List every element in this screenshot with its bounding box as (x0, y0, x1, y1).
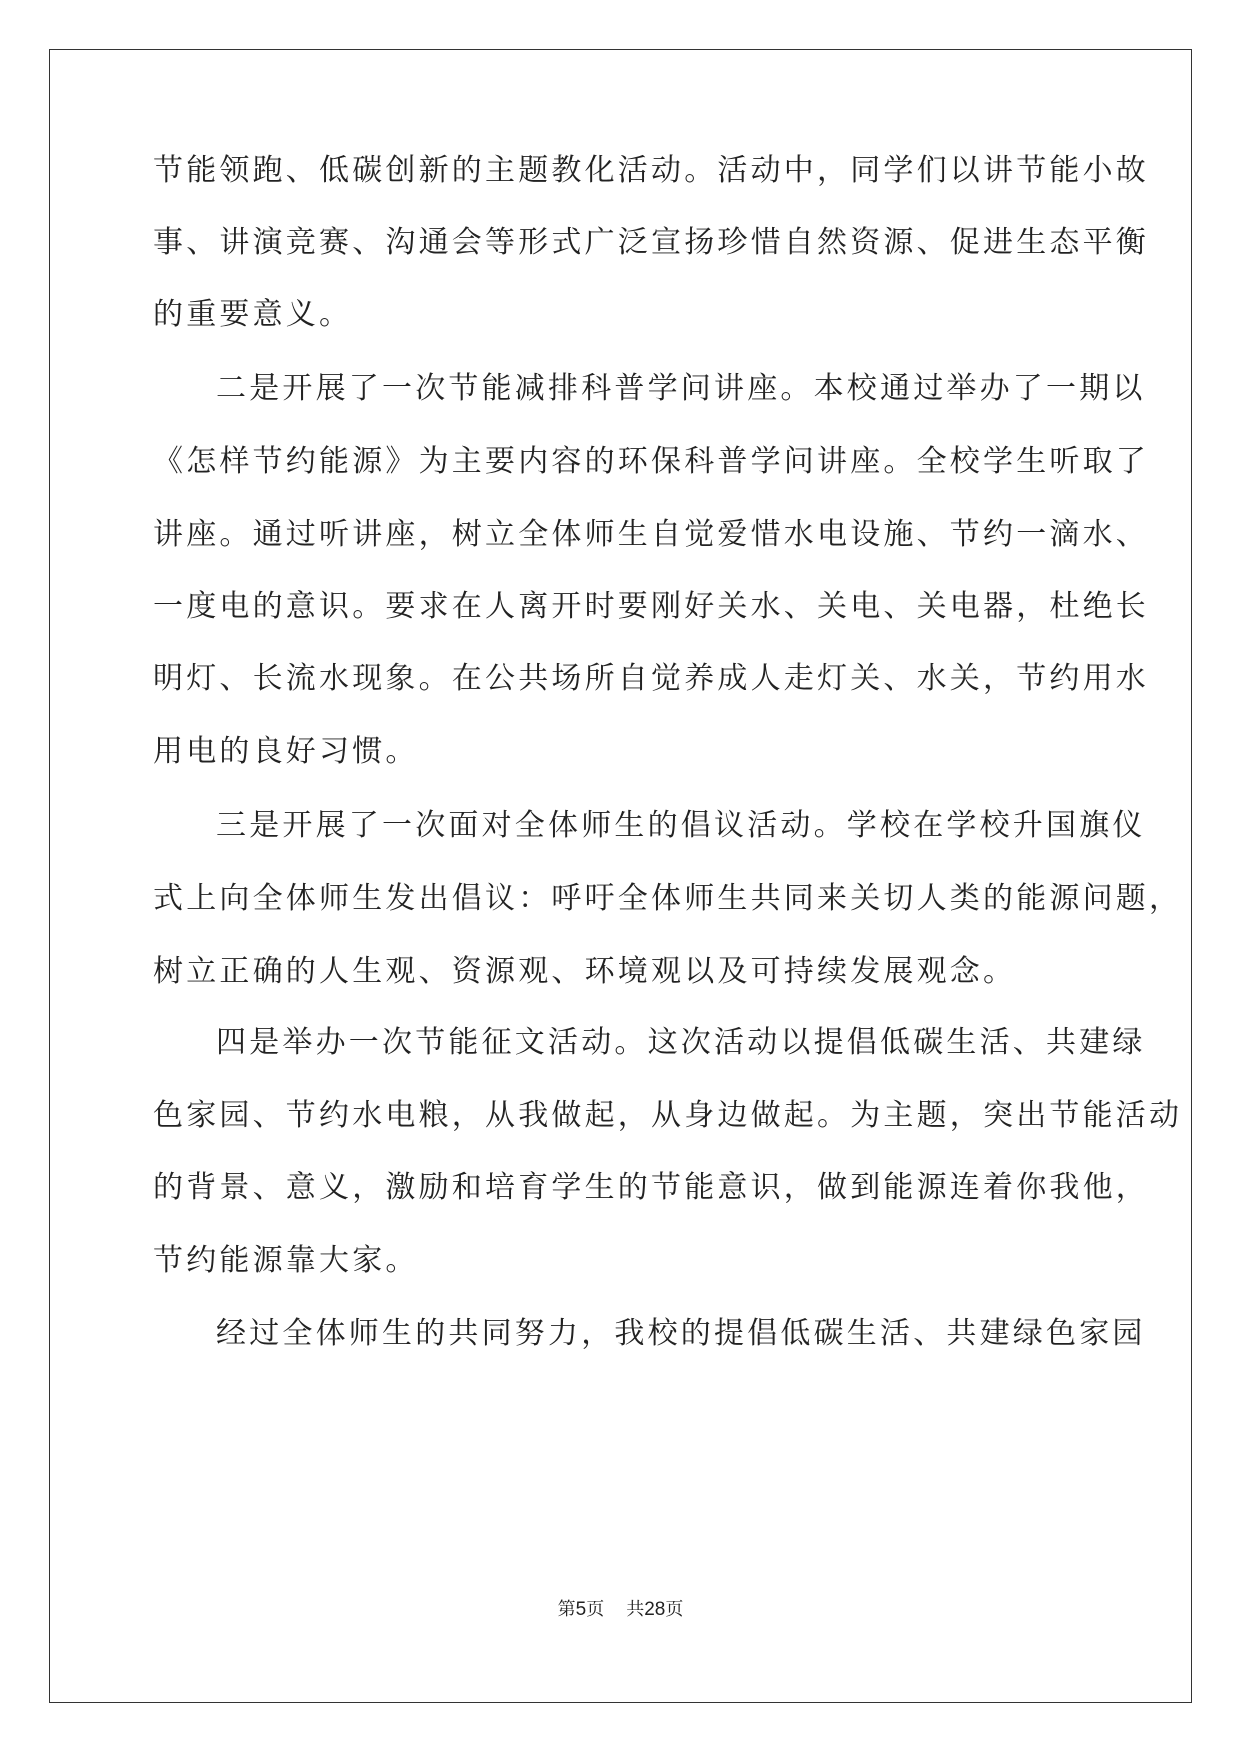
total-prefix: 共 (626, 1599, 645, 1620)
text-line: 节约能源靠大家。 (153, 1243, 419, 1278)
text-line: 节能领跑、低碳创新的主题教化活动。活动中，同学们以讲节能小故 (153, 153, 1149, 188)
text-line: 明灯、长流水现象。在公共场所自觉养成人走灯关、水关，节约用水 (153, 661, 1149, 696)
text-line: 用电的良好习惯。 (153, 734, 419, 769)
paragraph-start-line: 二是开展了一次节能减排科普学问讲座。本校通过举办了一期以 (216, 371, 1146, 406)
page-suffix: 页 (586, 1599, 605, 1620)
page-prefix: 第 (557, 1599, 576, 1620)
text-line: 式上向全体师生发出倡议：呼吁全体师生共同来关切人类的能源问题， (153, 881, 1183, 916)
text-line: 《怎样节约能源》为主要内容的环保科普学问讲座。全校学生听取了 (153, 444, 1149, 479)
text-line: 的重要意义。 (153, 297, 353, 332)
text-line: 的背景、意义，激励和培育学生的节能意识，做到能源连着你我他， (153, 1170, 1149, 1205)
paragraph-start-line: 三是开展了一次面对全体师生的倡议活动。学校在学校升国旗仪 (216, 808, 1146, 843)
text-line: 讲座。通过听讲座，树立全体师生自觉爱惜水电设施、节约一滴水、 (153, 517, 1149, 552)
paragraph-start-line: 经过全体师生的共同努力，我校的提倡低碳生活、共建绿色家园 (216, 1316, 1146, 1351)
text-line: 事、讲演竞赛、沟通会等形式广泛宣扬珍惜自然资源、促进生态平衡 (153, 225, 1149, 260)
total-suffix: 页 (665, 1599, 684, 1620)
paragraph-start-line: 四是举办一次节能征文活动。这次活动以提倡低碳生活、共建绿 (216, 1025, 1146, 1060)
text-line: 一度电的意识。要求在人离开时要刚好关水、关电、关电器，杜绝长 (153, 589, 1149, 624)
page-number: 5 (575, 1599, 587, 1620)
page-footer (0, 1598, 1241, 1622)
total-pages: 28 (644, 1599, 666, 1620)
text-line: 树立正确的人生观、资源观、环境观以及可持续发展观念。 (153, 954, 1017, 989)
text-line: 色家园、节约水电粮，从我做起，从身边做起。为主题，突出节能活动 (153, 1098, 1183, 1133)
